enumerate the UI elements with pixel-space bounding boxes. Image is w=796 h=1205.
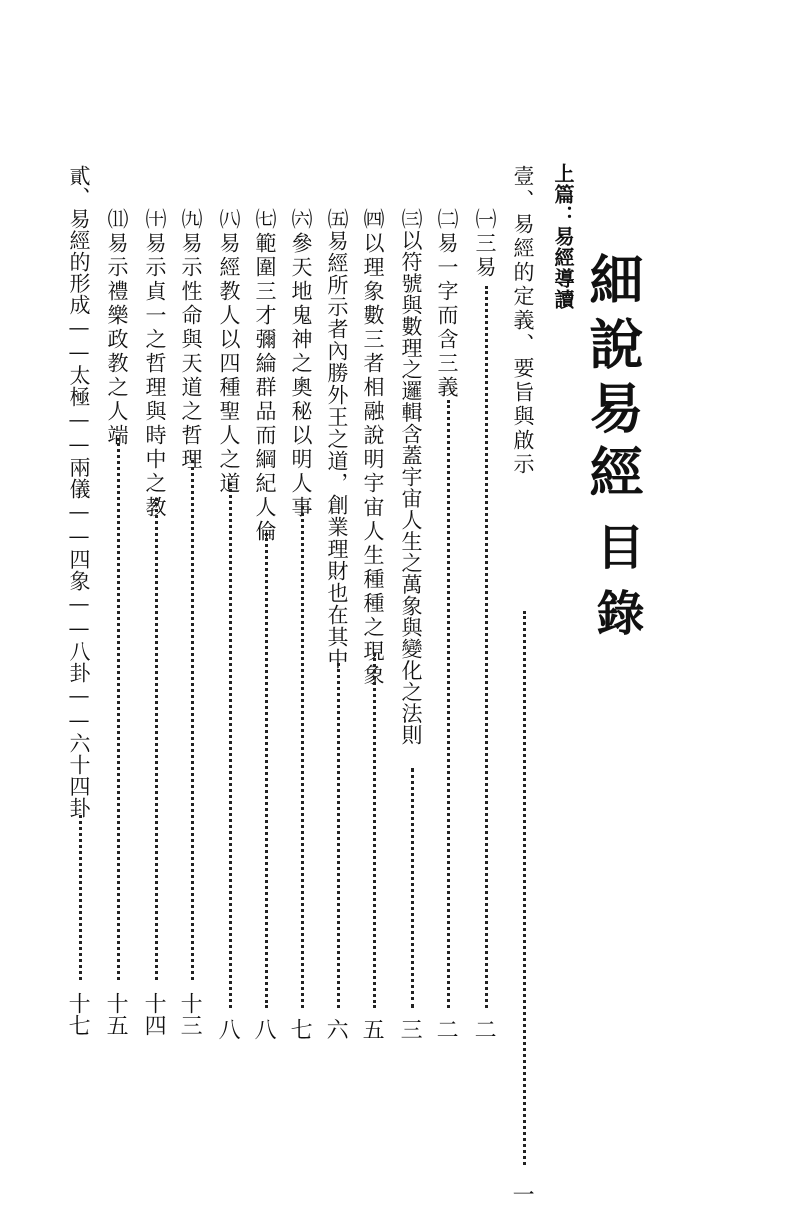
toc-entry-text: ㈤易經所示者內勝外王之道，創業理財也在其中 — [325, 208, 349, 670]
toc-entry — [140, 208, 174, 1058]
toc-entry — [322, 208, 356, 1048]
toc-entry-text: ㈢以符號與數理之邏輯含蓋宇宙人生之萬象與變化之法則 — [399, 208, 423, 746]
toc-entry — [432, 208, 466, 1048]
toc-entry-text: ㈡易一字而含三義 — [435, 208, 459, 400]
toc-entry — [176, 208, 210, 1058]
toc-entry-page: 八 — [251, 1018, 277, 1040]
toc-entry — [470, 208, 504, 1048]
toc-entry-text: ⑾易示禮樂政教之人端 — [105, 208, 129, 448]
leader-dots — [485, 286, 488, 1008]
toc-entry-text: 壹、易經的定義、要旨與啟示 — [511, 165, 535, 477]
leader-dots — [229, 483, 232, 1008]
toc-entry — [358, 208, 392, 1048]
leader-dots — [155, 498, 158, 980]
toc-title: 目錄 — [588, 522, 644, 654]
toc-entry-text: ㈦範圍三才彌綸群品而綱紀人倫 — [253, 208, 277, 544]
leader-dots — [79, 815, 82, 980]
leader-dots — [265, 533, 268, 1008]
toc-entry-text: ㈠三易 — [473, 208, 497, 280]
toc-entry-page: 八 — [215, 1018, 241, 1040]
toc-entry-page: 七 — [287, 1018, 313, 1040]
part-heading: 上篇：易經導讀 — [551, 163, 575, 310]
leader-dots — [191, 460, 194, 980]
toc-entry-page: 六 — [323, 1018, 349, 1040]
toc-entry — [214, 208, 248, 1048]
toc-entry-text: ㈣以理象數三者相融說明宇宙人生種種之現象 — [361, 208, 385, 688]
leader-dots — [117, 438, 120, 980]
leader-dots — [411, 768, 414, 1008]
toc-entry-page: 十五 — [103, 992, 129, 1036]
toc-entry-text: ㈩易示貞一之哲理與時中之教 — [143, 208, 167, 520]
book-title: 細說易經 — [581, 252, 645, 508]
toc-entry-page: 十四 — [141, 992, 167, 1036]
toc-entry-page: 五 — [359, 1018, 385, 1040]
toc-entry-text: ㈧易經教人以四種聖人之道 — [217, 208, 241, 496]
toc-entry-page: 十七 — [65, 992, 91, 1036]
toc-entry — [250, 208, 284, 1048]
toc-entry-page: 二 — [433, 1018, 459, 1040]
toc-entry — [508, 165, 542, 1205]
toc-entry — [102, 208, 136, 1058]
toc-entry-page: 三 — [397, 1018, 423, 1040]
toc-entry — [286, 208, 320, 1048]
toc-entry — [64, 165, 98, 1060]
leader-dots — [337, 663, 340, 1008]
leader-dots — [523, 611, 526, 1165]
toc-entry-text: 貳、易經的形成——太極——兩儀——四象——八卦——六十四卦 — [67, 165, 91, 819]
toc-entry-text: ㈨易示性命與天道之哲理 — [179, 208, 203, 472]
leader-dots — [373, 653, 376, 1008]
toc-entry-page: 十三 — [177, 992, 203, 1036]
toc-entry-page: 二 — [471, 1018, 497, 1040]
leader-dots — [447, 400, 450, 1008]
toc-entry-page: 一 — [509, 1183, 535, 1205]
leader-dots — [301, 506, 304, 1008]
toc-entry — [396, 208, 430, 1048]
toc-entry-text: ㈥參天地鬼神之奧秘以明人事 — [289, 208, 313, 520]
